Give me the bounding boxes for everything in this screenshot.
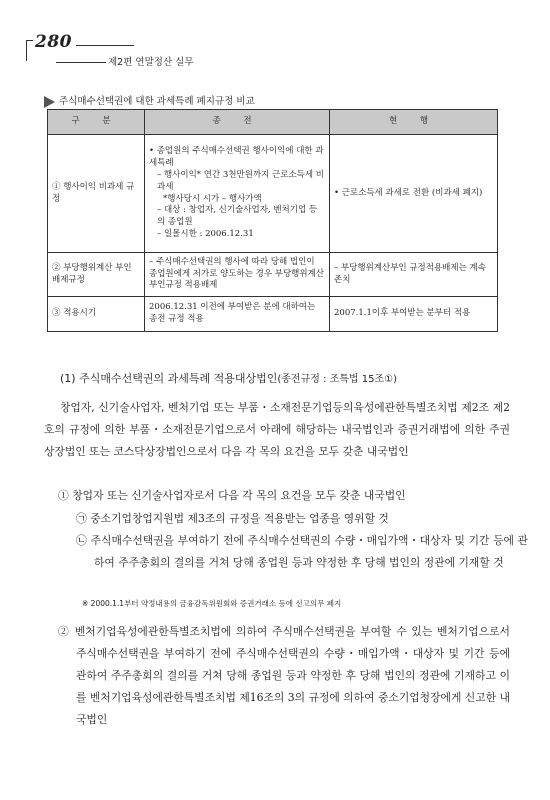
header-rule-lower [56,62,106,63]
arrow-icon [44,96,55,108]
table-title: 주식매수선택권에 대한 과세특례 폐지규정 비교 [59,96,255,107]
col-header-previous: 종 전 [145,110,330,135]
table-row [48,297,498,332]
section-heading [60,370,397,386]
header-rule [76,45,134,46]
header-bracket [26,40,33,61]
table-caption [44,93,255,108]
list-item: – 일몰시한 : 2006.12.31 [157,229,254,240]
chapter-subtitle: 제2편 연말정산 실무 [108,57,194,68]
row-label: ① 행사이익 비과세 규정 [48,135,145,253]
list-item: – 대상 : 창업자, 신기술사업자, 벤처기업 등의 종업원 [157,205,318,228]
section-note: (종전규정 : 조특법 15조①) [277,374,398,385]
row-label: ② 부당행위계산 부인 배제규정 [48,253,145,297]
row-current: – 부당행위계산부인 규정적용배제는 계속 존치 [330,253,498,297]
page-header [26,24,194,68]
col-header-category: 구 분 [48,110,145,135]
list-item: – 행사이익* 연간 3천만원까지 근로소득세 비과세 [157,169,325,192]
row-previous: – 주식매수선택권의 행사에 따라 당해 법인이 종업원에게 저가로 양도하는 경우 부당행위계산부인규정 적용배제 [145,253,330,297]
row-current: 2007.1.1이후 부여받는 분부터 적용 [330,297,498,332]
item-2: ② 벤처기업육성에관한특별조치법에 의하여 주식매수선택권을 부여할 수 있는 벤처기업으로서 주식매수선택권을 부여하기 전에 주식매수선택권의 수량・매입가액・대상자 및 기간 등에 관하여 주주총회의 결의를 거쳐 당해 종업원 등과 약정한 후 당해 법인의 정관에 기재하고 이를 벤처기업육성에관한특별조치법 제16조의 3의 규정에 의하여 중소기업청장에게 신고한 내국법인 [58,625,510,726]
sub-item-2: ㉡ 주식매수선택권을 부여하기 전에 주식매수선택권의 수량・매입가액・대상자 및 기간 등에 관하여 주주총회의 결의를 거쳐 당해 종업원 등과 약정한 후 당해 법인의 정관에 기재할 것 [76,534,528,569]
comparison-table [47,109,498,332]
table-row [48,135,498,253]
table-header-row [48,110,498,135]
list-item: • 종업원의 주식매수선택권 행사이익에 대한 과세특례 [149,145,324,168]
footnote: ※ 2000.1.1부터 약정내용의 금융감독위원회와 증권거래소 등에 신고의무 폐지 [82,599,342,608]
list-item: *행사당시 시가 – 행사가액 [163,193,262,204]
item-1: ① 창업자 또는 신기술사업자로서 다음 각 목의 요건을 모두 갖춘 내국법인 [58,489,406,502]
row-label: ③ 적용시기 [48,297,145,332]
row-current: • 근로소득세 과세로 전환 (비과세 폐지) [330,135,498,253]
intro-paragraph: 창업자, 신기술사업자, 벤처기업 또는 부품・소재전문기업등의육성에관한특별조치법 제2조 제2호의 규정에 의한 부품・소재전문기업으로서 아래에 해당하는 내국법인과 증권거래법에 의한 주권상장법인 또는 코스닥상장법인으로서 다음 각 목의 요건을 모두 갖춘 내국법인 [44,401,510,458]
row-previous [145,135,330,253]
table-row [48,253,498,297]
page-number: 280 [35,32,72,52]
row-previous: 2006.12.31 이전에 부여받은 분에 대하여는 종전 규정 적용 [145,297,330,332]
section-title: (1) 주식매수선택권의 과세특례 적용대상법인 [60,372,278,385]
col-header-current: 현 행 [330,110,498,135]
sub-item-1: ㉠ 중소기업창업지원법 제3조의 규정을 적용받는 업종을 영위할 것 [76,512,389,525]
